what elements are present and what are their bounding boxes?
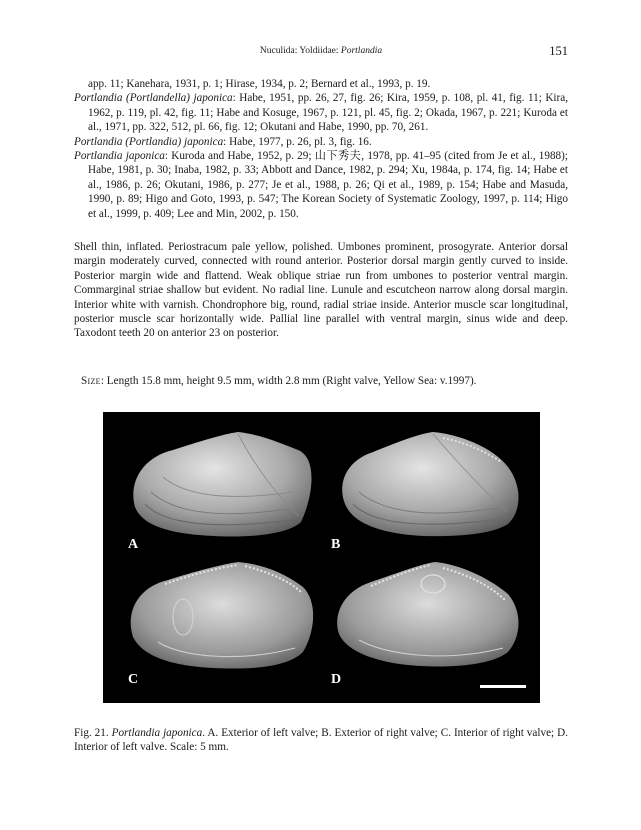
reference-entry: app. 11; Kanehara, 1931, p. 1; Hirase, 1934, p. 2; Bernard et al., 1993, p. 19.: [88, 78, 431, 90]
reference-entry: Portlandia (Portlandia) japonica: Habe, 1977, p. 26, pl. 3, fig. 16.: [74, 135, 372, 148]
reference-taxon: Portlandia (Portlandia) japonica: [74, 135, 224, 148]
shell-photographs: [103, 412, 540, 703]
reference-taxon: Portlandia (Portlandella) japonica: [74, 92, 233, 105]
shell-photo-c: [128, 562, 313, 687]
reference-entry: Portlandia (Portlandella) japonica: Habe, 1951, pp. 26, 27, fig. 26; Kira, 1959, p. 108, pl. 41, fig. 11; Kira, 1962, p. 119, pl. 42, fig. 11; Habe and Kosuge, 1967, p. 121, pl. 45, fig. 2; Okada, 1967, p. 221; Kuroda et al., 1971, pp. 322, 512, pl. 66, fig. 12; Okutani and Habe, 1990, pp. 70, 261.: [74, 92, 569, 134]
figure-plate: [103, 412, 540, 703]
running-header: [74, 44, 568, 60]
figure-caption: Fig. 21. Portlandia japonica. A. Exterior of left valve; B. Exterior of right valve; C. Interior of right valve; D. Interior of left valve. Scale: 5 mm.: [74, 727, 568, 754]
scale-bar: [480, 685, 526, 688]
panel-label-a: A: [128, 537, 139, 552]
caption-species: Portlandia japonica: [111, 727, 203, 739]
page-number: 151: [549, 44, 568, 58]
panel-label-d: D: [331, 672, 342, 687]
panel-label-b: B: [331, 537, 341, 552]
shell-photo-a: [128, 432, 312, 552]
shell-outline: [131, 562, 313, 669]
panel-label-c: C: [128, 672, 139, 687]
running-title: Nuculida: Yoldiidae: Portlandia: [259, 46, 383, 56]
size-line: Size: Length 15.8 mm, height 9.5 mm, width 2.8 mm (Right valve, Yellow Sea: v.1997).: [81, 375, 477, 387]
size-label: Size: [81, 375, 101, 387]
shell-photo-d: [331, 562, 519, 687]
synonymy-list: [74, 77, 568, 221]
reference-taxon: Portlandia japonica: [74, 150, 165, 163]
shell-photo-b: [331, 432, 519, 552]
running-genus: Portlandia: [340, 46, 383, 56]
reference-entry: Portlandia japonica: Kuroda and Habe, 1952, p. 29; 山下秀夫, 1978, pp. 41–95 (cited from Je et al., 1988); Habe, 1981, p. 30; Inaba, 1982, p. 33; Abbott and Dance, 1982, p. 294; Xu, 1984a, p. 174, fig. 14; Habe et al., 1986, p. 26; Okutani, 1986, p. 277; Je et al., 1988, p. 26; Qi et al., 1989, p. 154; Habe and Masuda, 1990, p. 89; Higo and Goto, 1993, p. 547; The Korean Society of Systematic Zoology, 1997, p. 114; Higo et al., 1999, p. 409; Lee and Min, 2002, p. 150.: [74, 150, 568, 220]
species-description: Shell thin, inflated. Periostracum pale yellow, polished. Umbones prominent, prosogyrate. Anterior dorsal margin moderately curved, connected with round anterior. Posterior dorsal margin gently curved to inside. Posterior margin wide and flattend. Weak oblique striae run from umbones to posterior ventral margin. Commarginal striae shallow but evident. No radial line. Lunule and escutcheon narrow along dorsal margin. Interior white with varnish. Chondrophore big, round, radial striae inside. Anterior muscle scar longitudinal, posterior muscle scar horizontally wide. Pallial line parallel with ventral margin, sinus wide and deep. Taxodont teeth 20 on anterior 23 on posterior.: [74, 241, 568, 340]
